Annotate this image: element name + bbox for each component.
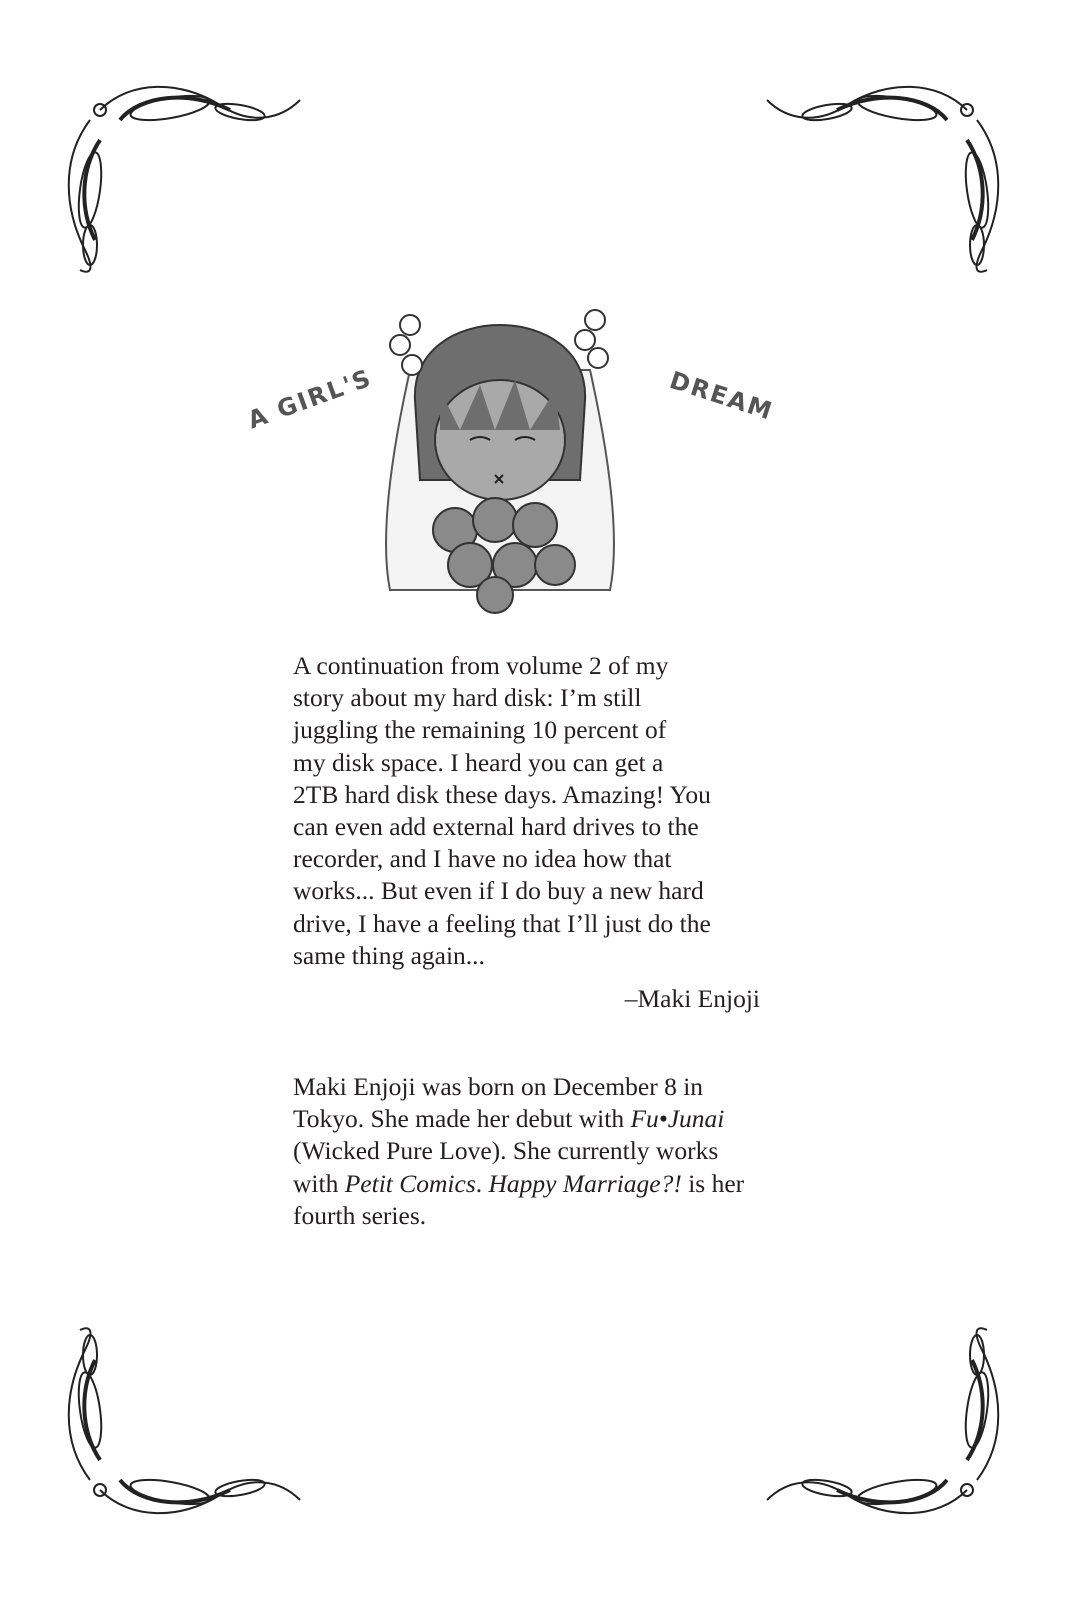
- note-line: A continuation from volume 2 of my: [293, 651, 669, 680]
- note-line: recorder, and I have no idea how that: [293, 844, 672, 874]
- debut-title: Fu•Junai: [630, 1104, 725, 1134]
- flourish-ornament-bottom-right: [757, 1320, 1007, 1520]
- bio-text: is her: [681, 1168, 745, 1198]
- bio-line: (Wicked Pure Love). She currently works: [293, 1136, 719, 1166]
- note-line: my disk space. I heard you can get a: [293, 747, 664, 777]
- note-line: same thing again...: [293, 940, 485, 970]
- bio-text: .: [475, 1168, 489, 1198]
- note-line: drive, I have a feeling that I’ll just do the: [293, 908, 711, 938]
- magazine-title: Petit Comics: [344, 1168, 476, 1198]
- author-bio: [293, 1071, 744, 1232]
- illustration-caption-right: DREAM: [666, 366, 777, 426]
- note-line: juggling the remaining 10 percent of: [293, 715, 667, 745]
- note-line: works... But even if I do buy a new hard: [293, 876, 704, 906]
- flourish-ornament-top-left: [60, 80, 310, 280]
- author-note: [293, 650, 711, 972]
- bio-line: [293, 1168, 744, 1200]
- author-signature: –Maki Enjoji: [624, 984, 760, 1013]
- note-line: 2TB hard disk these days. Amazing! You: [293, 779, 711, 809]
- flourish-ornament-top-right: [757, 80, 1007, 280]
- note-line: can even add external hard drives to the: [293, 812, 699, 842]
- bio-line: fourth series.: [293, 1200, 427, 1230]
- flourish-ornament-bottom-left: [60, 1320, 310, 1520]
- note-line: story about my hard disk: I’m still: [293, 683, 642, 713]
- bio-line: [293, 1103, 744, 1135]
- illustration-caption-left: A GIRL'S: [244, 363, 376, 435]
- bio-text: with: [293, 1168, 345, 1198]
- bride-illustration: [370, 280, 630, 625]
- bio-line: Maki Enjoji was born on December 8 in: [293, 1072, 704, 1101]
- series-title: Happy Marriage?!: [488, 1168, 682, 1198]
- bio-text: Tokyo. She made her debut with: [293, 1104, 631, 1134]
